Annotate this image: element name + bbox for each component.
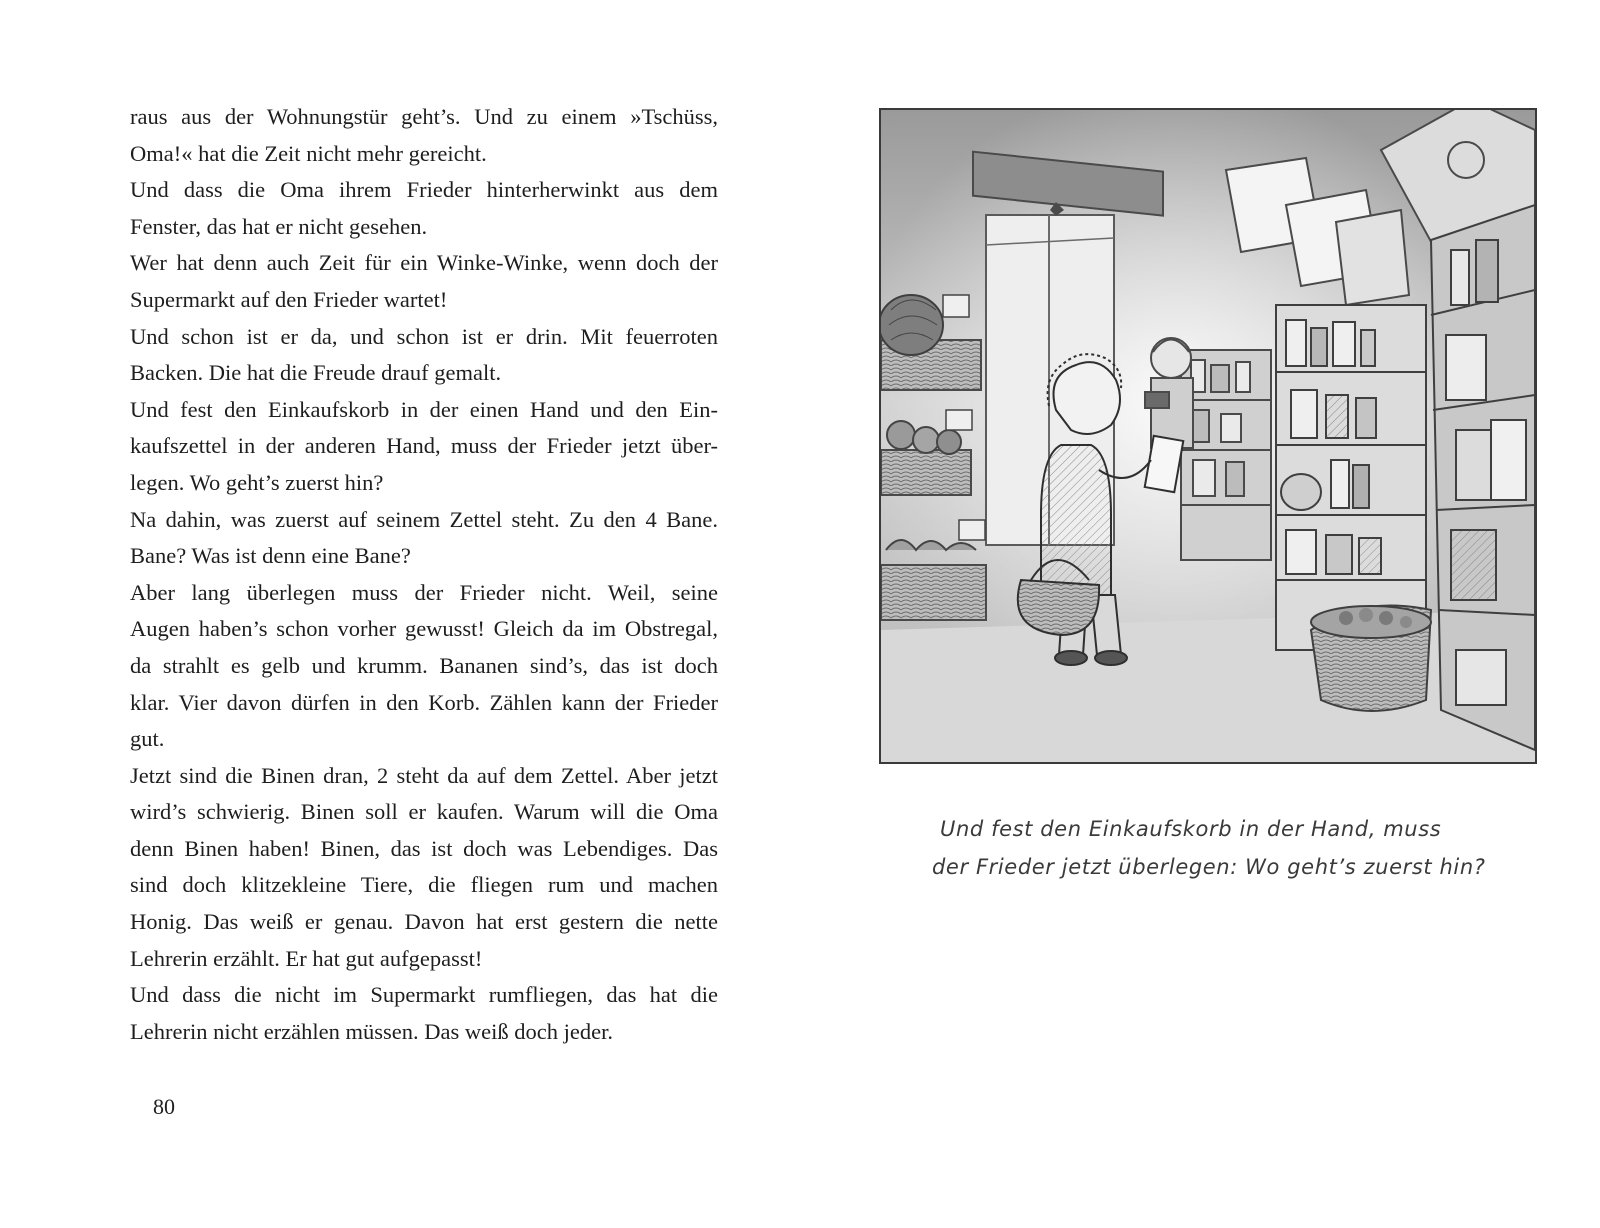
text-line: Bane? Was ist denn eine Bane? bbox=[130, 543, 411, 569]
text-line: sind doch klitzekleine Tiere, die fliegen rum und machen bbox=[130, 872, 718, 898]
text-line: da strahlt es gelb und krumm. Bananen sind’s, das ist doch bbox=[130, 652, 718, 678]
illustration-drawing bbox=[881, 110, 1535, 762]
text-line: kaufszettel in der anderen Hand, muss der Frieder jetzt über- bbox=[130, 433, 718, 459]
body-text bbox=[130, 99, 718, 1050]
wall-shelving bbox=[1431, 205, 1535, 750]
floor bbox=[881, 610, 1535, 762]
text-line: Backen. Die hat die Freude drauf gemalt. bbox=[130, 360, 502, 386]
text-line: Honig. Das weiß er genau. Davon hat erst gestern die nette bbox=[130, 909, 718, 935]
page-number: 80 bbox=[153, 1094, 175, 1119]
text-line: Und fest den Einkaufskorb in der einen Hand und den Ein- bbox=[130, 396, 718, 422]
caption-line: der Frieder jetzt überlegen: Wo geht’s zuerst hin? bbox=[932, 855, 1486, 879]
illustration-caption bbox=[932, 810, 1540, 886]
text-line: Aber lang überlegen muss der Frieder nicht. Weil, seine bbox=[130, 579, 718, 605]
caption-line: Und fest den Einkaufskorb in der Hand, muss bbox=[940, 817, 1442, 841]
text-line: klar. Vier davon dürfen in den Korb. Zählen kann der Frieder bbox=[130, 689, 718, 715]
fruit-stand bbox=[881, 295, 986, 620]
text-line: Augen haben’s schon vorher gewusst! Gleich da im Obstregal, bbox=[130, 616, 718, 642]
text-line: legen. Wo geht’s zuerst hin? bbox=[130, 469, 384, 495]
text-line: Jetzt sind die Binen dran, 2 steht da auf dem Zettel. Aber jetzt bbox=[130, 762, 718, 788]
text-line: wird’s schwierig. Binen soll er kaufen. Warum will die Oma bbox=[130, 799, 718, 825]
supermarket-illustration bbox=[879, 108, 1537, 764]
produce-basket bbox=[1311, 606, 1431, 712]
right-shelf bbox=[1276, 305, 1426, 650]
text-line: gut. bbox=[130, 726, 165, 752]
back-shelf bbox=[1181, 350, 1271, 560]
text-line: raus aus der Wohnungstür geht’s. Und zu einem »Tschüss, bbox=[130, 104, 718, 129]
text-line: Lehrerin nicht erzählen müssen. Das weiß doch jeder. bbox=[130, 1018, 613, 1044]
text-line: Supermarkt auf den Frieder wartet! bbox=[130, 286, 448, 312]
text-line: Und schon ist er da, und schon ist er drin. Mit feuerroten bbox=[130, 323, 718, 349]
shopper-background bbox=[1145, 338, 1193, 448]
text-line: Na dahin, was zuerst auf seinem Zettel steht. Zu den 4 Bane. bbox=[130, 506, 718, 532]
text-line: Fenster, das hat er nicht gesehen. bbox=[130, 213, 428, 239]
text-line: Lehrerin erzählt. Er hat gut aufgepasst! bbox=[130, 945, 483, 971]
text-line: Und dass die nicht im Supermarkt rumfliegen, das hat die bbox=[130, 982, 718, 1008]
text-line: Oma!« hat die Zeit nicht mehr gereicht. bbox=[130, 140, 487, 166]
text-line: Und dass die Oma ihrem Frieder hinterherwinkt aus dem bbox=[130, 177, 718, 203]
text-line: Wer hat denn auch Zeit für ein Winke-Winke, wenn doch der bbox=[130, 250, 718, 276]
text-line: denn Binen haben! Binen, das ist doch was Lebendiges. Das bbox=[130, 835, 718, 861]
